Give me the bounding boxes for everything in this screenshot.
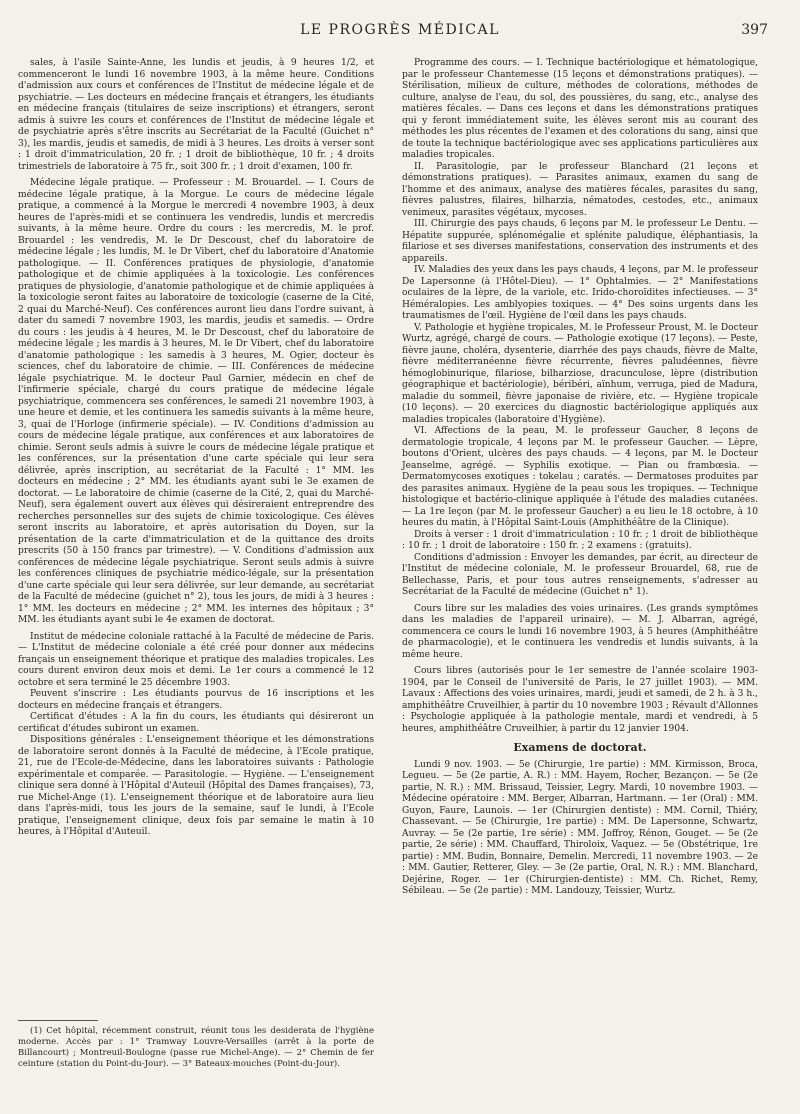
running-head — [0, 22, 800, 44]
journal-title: LE PROGRÈS MÉDICAL — [300, 22, 500, 38]
paragraph-certificat: Certificat d'études : A la fin du cours, les étudiants qui désireront un certificat d'études subiront un examen. — [18, 712, 374, 734]
paragraph-parasitologie: II. Parasitologie, par le professeur Blanchard (21 leçons et démonstrations pratiques). — Parasites animaux, examen du sang de l'homme et des animaux, analyse des matières fécales, parasites du sang, fièvres palustres, filaires, bilharzia, nématodes, cestodes, etc., animaux venimeux, parasites végétaux, mycoses. — [402, 161, 758, 218]
paragraph-droits: Droits à verser : 1 droit d'immatriculation : 10 fr. ; 1 droit de bibliothèque : 10 fr. ; 1 droit de laboratoire : 150 fr. ; 2 examens : (gratuits). — [402, 529, 758, 551]
footnote-rule — [18, 1020, 98, 1021]
page-number: 397 — [741, 22, 768, 38]
paragraph-peau: VI. Affections de la peau, M. le professeur Gaucher, 8 leçons de dermatologie tropicale, 4 leçons par M. le professeur Gaucher. — Lèpre, boutons d'Orient, ulcères des pays chauds. — 4 leçons, par M. le Docteur Jeanselme, agrégé. — Syphilis exotique. — Pian ou frambœsia. — Dermatomycoses exotiques : tokelau ; caratés. — Dermatoses produites par des parasites animaux. Hygiène de la peau sous les tropiques. — Technique histologique et bactério-clinique appliquée à l'étude des maladies cutanées. — La 1re leçon (par M. le professeur Gaucher) a eu lieu le 18 octobre, à 10 heures du matin, à l'Hôpital Saint-Louis (Amphithéâtre de la Clinique). — [402, 426, 758, 528]
paragraph-pathologie: V. Pathologie et hygiène tropicales, M. le Professeur Proust, M. le Docteur Wurtz, agrégé, chargé de cours. — Pathologie exotique (17 leçons). — Peste, fièvre jaune, choléra, dysenterie, diarrhée des pays chauds, fièvre de Malte, fièvre méditerranéenne fièvre récurrente, fièvres paludéennes, fièvre hémoglobinurique, filariose, bilharziose, dracunculose, lèpre (distribution géographique et bactériologie), béribéri, aïnhum, verruga, pied de Madura, maladie du sommeil, fièvre japonaise de rivière, etc. — Hygiène tropicale (10 leçons). — 20 exercices du diagnostic bactériologique appliqués aux maladies tropicales (laboratoire d'Hygiène). — [402, 322, 758, 425]
paragraph-cours-libres: Cours libres (autorisés pour le 1er semestre de l'année scolaire 1903-1904, par le Conseil de l'université de Paris, le 27 juillet 1903). — MM. Lavaux : Affections des voies urinaires, mardi, jeudi et samedi, de 2 h. à 3 h., amphithéâtre Cruveilhier, à partir du 10 novembre 1903 ; Révault d'Allonnes : Psychologie appliquée à la pathologie mentale, mardi et vendredi, à 5 heures, amphithéâtre Cruveilhier, à partir du 12 janvier 1904. — [402, 666, 758, 734]
paragraph-inscription: Peuvent s'inscrire : Les étudiants pourvus de 16 inscriptions et les docteurs en médecine français et étrangers. — [18, 689, 374, 711]
paragraph-psychiatry-conditions: sales, à l'asile Sainte-Anne, les lundis et jeudis, à 9 heures 1/2, et commenceront le lundi 16 novembre 1903, à la même heure. Conditions d'admission aux cours et conférences de l'Institut de médecine légale et de psychiatrie. — Les docteurs en médecine français et étrangers, les étudiants en médecine français (titulaires de seize inscriptions) et étrangers, seront admis à suivre les cours et conférences de l'Institut de médecine légale et de psychiatrie après s'être inscrits au Secrétariat de la Faculté (Guichet n° 3), les mardis, jeudis et samedis, de midi à 3 heures. Les droits à verser sont : 1 droit d'immatriculation, 20 fr. ; 1 droit de bibliothèque, 10 fr. ; 4 droits trimestriels de laboratoire à 75 fr., soit 300 fr. ; 1 droit d'examen, 100 fr. — [18, 58, 374, 172]
paragraph-admission: Conditions d'admission : Envoyer les demandes, par écrit, au directeur de l'Institut de médecine coloniale, M. le professeur Brouardel, 68, rue de Bellechasse, Paris, et pour tous autres renseignements, s'adresser au Secrétariat de la Faculté de médecine (Guichet n° 1). — [402, 552, 758, 597]
paragraph-medecine-legale: Médecine légale pratique. — Professeur : M. Brouardel. — I. Cours de médecine légale pratique, à la Morgue. Le cours de médecine légale pratique, a commencé à la Morgue le mercredi 4 novembre 1903, à deux heures de l'après-midi et se continuera les vendredis, lundis et mercredis suivants, à la même heure. Ordre du cours : les mercredis, M. le prof. Brouardel : les vendredis, M. le Dr Descoust, chef du laboratoire de médecine légale ; les lundis, M. le Dr Vibert, chef du laboratoire d'Anatomie pathologique. — II. Conférences pratiques de physiologie, d'anatomie pathologique et de chimie appliquées à la toxicologie. Les conférences pratiques de physiologie, d'anatomie pathologique et de chimie appliquées à la toxicologie seront faites au laboratoire de toxicologie (caserne de la Cité, 2 quai du Marché-Neuf). Ces conférences auront lieu dans l'ordre suivant, à dater du samedi 7 novembre 1903, les mardis, jeudis et samedis. — Ordre du cours : les jeudis à 4 heures, M. le Dr Descoust, chef du laboratoire de médecine légale ; les mardis à 3 heures, M. le Dr Vibert, chef du laboratoire d'anatomie pathologique : les samedis à 3 heures, M. Ogier, docteur ès sciences, chef du laboratoire de chimie. — III. Conférences de médecine légale psychiatrique. M. le docteur Paul Garnier, médecin en chef de l'infirmerie spéciale, chargé du cours pratique de médecine légale psychiatrique, commencera ses conférences, le samedi 21 novembre 1903, à une heure et demie, et les continuera les samedis suivants à la même heure, 3, quai de l'Horloge (infirmerie spéciale). — IV. Conditions d'admission au cours de médecine légale pratique, aux conférences et aux laboratoires de chimie. Seront seuls admis à suivre le cours de médecine légale pratique et les conférences, sur la présentation d'une carte spéciale qui leur sera délivrée, après inscription, au secrétariat de la Faculté : 1° MM. les docteurs en médecine ; 2° MM. les étudiants ayant subi le 3e examen de doctorat. — Le laboratoire de chimie (caserne de la Cité, 2, quai du Marché-Neuf), sera également ouvert aux élèves qui désireraient entreprendre des recherches personnelles sur des sujets de chimie toxicologique. Ces élèves seront inscrits au laboratoire, et après autorisation du Doyen, sur la présentation de la carte d'immatriculation et de la quittance des droits prescrits (50 à 150 francs par trimestre). — V. Conditions d'admission aux conférences de médecine légale psychiatrique. Seront seuls admis à suivre les conférences cliniques de psychiatrie médico-légale, sur la présentation d'une carte spéciale qui leur sera délivrée, sur leur demande, au secrétariat de la Faculté de médecine (guichet n° 2), tous les jours, de midi à 3 heures : 1° MM. les docteurs en médecine ; 2° MM. les internes des hôpitaux ; 3° MM. les étudiants ayant subi le 4e examen de doctorat. — [18, 178, 374, 625]
paragraph-programme: Programme des cours. — I. Technique bactériologique et hématologique, par le professeur Chantemesse (15 leçons et démonstrations pratiques). — Stérilisation, milieux de culture, méthodes de colorations, méthodes de culture, analyse de l'eau, du sol, des poussières, du sang, etc., analyse des matières fécales. — Dans ces leçons et dans les démonstrations pratiques qui y feront immédiatement suite, les élèves seront mis au courant des méthodes les plus récentes de l'examen et des colorations du sang, ainsi que de toute la technique bactériologique avec ses applications particulières aux maladies tropicales. — [402, 58, 758, 160]
footnote-text: (1) Cet hôpital, récemment construit, réunit tous les desiderata de l'hygiène moderne. Accès par : 1° Tramway Louvre-Versailles (arrêt à la porte de Billancourt) ; Montreuil-Boulogne (passe rue Michel-Ange). — 2° Chemin de fer ceinture (station du Point-du-Jour). — 3° Bateaux-mouches (Point-du-Jour). — [18, 1026, 374, 1069]
paragraph-institut-coloniale: Institut de médecine coloniale rattaché à la Faculté de médecine de Paris. — L'Institut de médecine coloniale a été créé pour donner aux médecins français un enseignement théorique et pratique des maladies tropicales. Les cours durent environ deux mois et demi. Le 1er cours a commencé le 12 octobre et sera terminé le 25 décembre 1903. — [18, 631, 374, 688]
paragraph-exams: Lundi 9 nov. 1903. — 5e (Chirurgie, 1re partie) : MM. Kirmisson, Broca, Legueu. — 5e (2e partie, A. R.) : MM. Hayem, Rocher, Bezançon. — 5e (2e partie, N. R.) : MM. Brissaud, Teissier, Legry. Mardi, 10 novembre 1903. — Médecine opératoire : MM. Berger, Albarran, Hartmann. — 1er (Oral) : MM. Guyon, Faure, Launois. — 1er (Chirurgien dentiste) : MM. Cornil, Thiéry, Chassevant. — 5e (Chirurgie, 1re partie) : MM. De Lapersonne, Schwartz, Auvray. — 5e (2e partie, 1re série) : MM. Joffroy, Rénon, Gouget. — 5e (2e partie, 2e série) : MM. Chauffard, Thiroloix, Vaquez. — 5e (Obstétrique, 1re partie) : MM. Budin, Bonnaire, Demelin. Mercredi, 11 novembre 1903. — 2e : MM. Gautier, Retterer, Gley. — 3e (2e partie, Oral, N. R.) : MM. Blanchard, Dejérine, Roger. — 1er (Chirurgien-dentiste) : MM. Ch. Richet, Remy, Sébileau. — 5e (2e partie) : MM. Landouzy, Teissier, Wurtz. — [402, 759, 758, 896]
paragraph-cours-libre-urinaires: Cours libre sur les maladies des voies urinaires. (Les grands symptômes dans les maladies de l'appareil urinaire). — M. J. Albarran, agrégé, commencera ce cours le lundi 16 novembre 1903, à 5 heures (Amphithéâtre de pharmacologie), et le continuera les vendredis et lundis suivants, à la même heure. — [402, 603, 758, 660]
paragraph-dispositions: Dispositions générales : L'enseignement théorique et les démonstrations de laboratoire seront donnés à la Faculté de médecine, à l'Ecole pratique, 21, rue de l'Ecole-de-Médecine, dans les laboratoires suivants : Pathologie expérimentale et comparée. — Parasitologie. — Hygiène. — L'enseignement clinique sera donné à l'Hôpital d'Auteuil (Hôpital des Dames françaises), 73, rue Michel-Ange (1). L'enseignement théorique et de laboratoire aura lieu dans l'après-midi, tous les jours de la semaine, sauf le lundi, à l'Ecole pratique, l'enseignement clinique, deux fois par semaine le matin à 10 heures, à l'Hôpital d'Auteuil. — [18, 735, 374, 837]
right-column — [402, 58, 758, 898]
footnote — [18, 1026, 374, 1070]
paragraph-yeux: IV. Maladies des yeux dans les pays chauds, 4 leçons, par M. le professeur De Lapersonne (à l'Hôtel-Dieu). — 1° Ophtalmies. — 2° Manifestations oculaires de la lèpre, de la variole, etc. Irido-choroïdites infectieuses. — 3° Héméralopies. Les amblyopies toxiques. — 4° Des soins urgents dans les traumatismes de l'œil. Hygiène de l'œil dans les pays chauds. — [402, 265, 758, 321]
left-column — [18, 58, 374, 839]
exams-heading: Examens de doctorat. — [513, 741, 647, 754]
paragraph-chirurgie: III. Chirurgie des pays chauds, 6 leçons par M. le professeur Le Dentu. — Hépatite suppurée, splénomégalie et splénite paludique, éléphantiasis, la filariose et ses diverses manifestations, conservation des instruments et des appareils. — [402, 219, 758, 264]
